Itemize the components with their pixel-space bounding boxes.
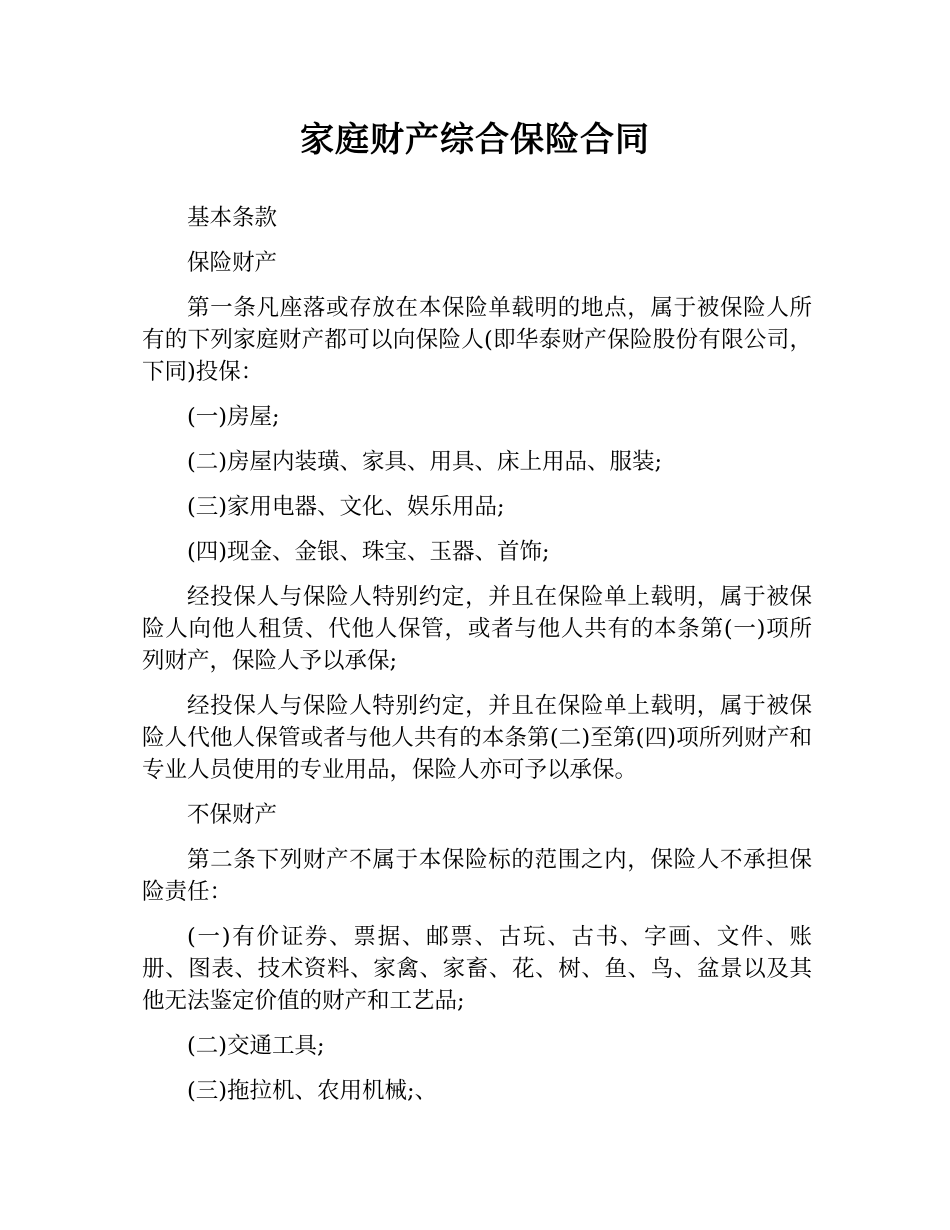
document-body: [142, 202, 812, 1120]
article-2-paragraph: 第二条下列财产不属于本保险标的范围之内，保险人不承担保险责任：: [142, 847, 812, 905]
special-agreement-paragraph-2: 经投保人与保险人特别约定，并且在保险单上载明，属于被保险人代他人保管或者与他人共有的本条第(二)至第(四)项所列财产和专业人员使用的专业用品，保险人亦可予以承保。: [142, 693, 812, 783]
excluded-item-machinery: (三)拖拉机、农用机械;、: [187, 1078, 438, 1104]
excluded-item-securities: (一)有价证券、票据、邮票、古玩、古书、字画、文件、账册、图表、技术资料、家禽、家畜、花、树、鱼、鸟、盆景以及其他无法鉴定价值的财产和工艺品;: [142, 924, 812, 1014]
list-item-valuables: (四)现金、金银、珠宝、玉器、首饰;: [187, 539, 550, 565]
section-heading-insured-property: 保险财产: [187, 250, 278, 276]
list-item-furnishings: (二)房屋内装璜、家具、用具、床上用品、服装;: [187, 449, 663, 475]
page-title: 家庭财产综合保险合同: [300, 120, 650, 160]
list-item-house: (一)房屋;: [187, 404, 280, 430]
special-agreement-paragraph-1: 经投保人与保险人特别约定，并且在保险单上载明，属于被保险人向他人租赁、代他人保管，或者与他人共有的本条第(一)项所列财产，保险人予以承保;: [142, 584, 812, 674]
section-heading-basic-terms: 基本条款: [187, 205, 278, 231]
excluded-item-vehicles: (二)交通工具;: [187, 1033, 325, 1059]
list-item-appliances: (三)家用电器、文化、娱乐用品;: [187, 494, 505, 520]
section-heading-excluded-property: 不保财产: [187, 802, 278, 828]
article-1-paragraph: 第一条凡座落或存放在本保险单载明的地点，属于被保险人所有的下列家庭财产都可以向保险人(即华泰财产保险股份有限公司，下同)投保：: [142, 295, 812, 385]
